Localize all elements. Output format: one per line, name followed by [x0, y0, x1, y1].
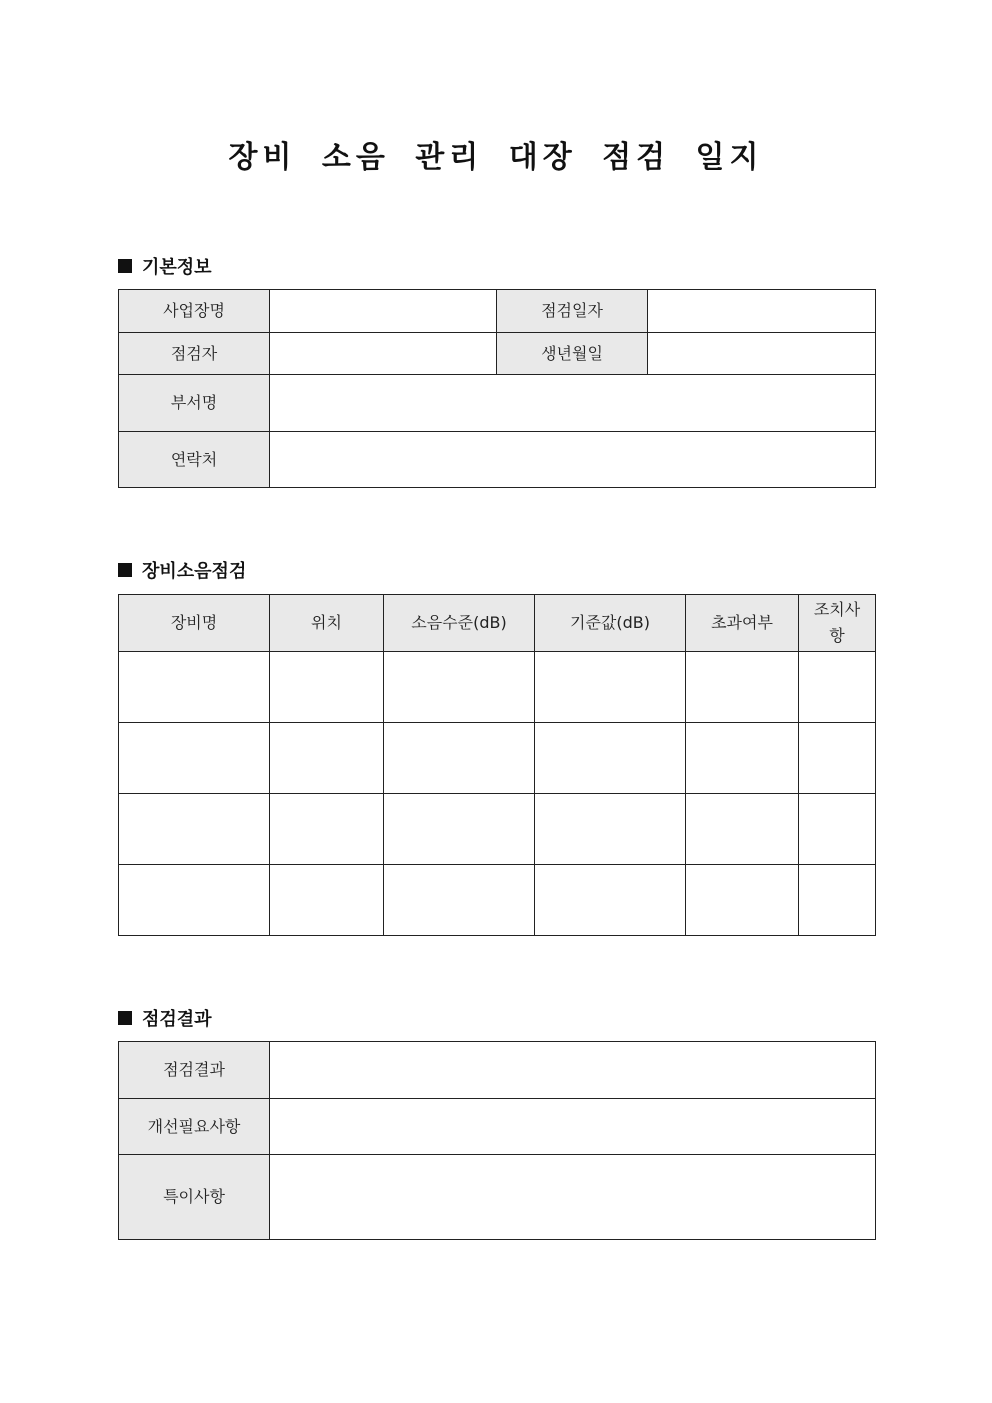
col-header-equipment: 장비명: [119, 595, 270, 652]
exceeded-cell[interactable]: [686, 865, 799, 936]
improvement-field[interactable]: [270, 1099, 876, 1155]
table-row: [119, 333, 876, 375]
department-field[interactable]: [270, 375, 876, 432]
table-row: [119, 794, 876, 865]
table-row: [119, 723, 876, 794]
table-header-row: [119, 595, 876, 652]
location-cell[interactable]: [270, 865, 384, 936]
section-heading-noise-label: 장비소음점검: [142, 561, 247, 582]
col-header-exceeded: 초과여부: [686, 595, 799, 652]
exceeded-cell[interactable]: [686, 723, 799, 794]
col-header-noise-level: 소음수준(dB): [384, 595, 535, 652]
inspection-date-label: 점검일자: [497, 290, 648, 333]
section-heading-noise: [118, 557, 246, 583]
square-bullet-icon: [118, 259, 132, 273]
col-header-location: 위치: [270, 595, 384, 652]
inspection-result-table: [118, 1041, 876, 1240]
section-heading-basic: [118, 253, 212, 279]
col-header-action: [799, 595, 876, 652]
action-cell[interactable]: [799, 794, 876, 865]
location-cell[interactable]: [270, 723, 384, 794]
exceeded-cell[interactable]: [686, 794, 799, 865]
standard-value-cell[interactable]: [535, 794, 686, 865]
site-name-label: 사업장명: [119, 290, 270, 333]
remarks-field[interactable]: [270, 1155, 876, 1240]
table-row: [119, 432, 876, 488]
noise-level-cell[interactable]: [384, 865, 535, 936]
section-heading-basic-label: 기본정보: [142, 257, 212, 278]
table-row: [119, 1042, 876, 1099]
table-row: [119, 1099, 876, 1155]
birth-date-field[interactable]: [648, 333, 876, 375]
table-row: [119, 1155, 876, 1240]
col-header-standard-value: 기준값(dB): [535, 595, 686, 652]
equipment-cell[interactable]: [119, 865, 270, 936]
table-row: [119, 290, 876, 333]
noise-level-cell[interactable]: [384, 723, 535, 794]
remarks-label: 특이사항: [119, 1155, 270, 1240]
inspector-field[interactable]: [270, 333, 497, 375]
col-header-action-label: 조치사항: [813, 600, 861, 645]
action-cell[interactable]: [799, 865, 876, 936]
noise-level-cell[interactable]: [384, 794, 535, 865]
table-row: [119, 865, 876, 936]
table-row: [119, 375, 876, 432]
action-cell[interactable]: [799, 652, 876, 723]
document-title: 장비 소음 관리 대장 점검 일지: [228, 140, 764, 175]
section-heading-result: [118, 1005, 212, 1031]
noise-check-table: [118, 594, 876, 936]
location-cell[interactable]: [270, 794, 384, 865]
table-row: [119, 652, 876, 723]
noise-level-cell[interactable]: [384, 652, 535, 723]
location-cell[interactable]: [270, 652, 384, 723]
action-cell[interactable]: [799, 723, 876, 794]
site-name-field[interactable]: [270, 290, 497, 333]
birth-date-label: 생년월일: [497, 333, 648, 375]
exceeded-cell[interactable]: [686, 652, 799, 723]
standard-value-cell[interactable]: [535, 723, 686, 794]
result-label: 점검결과: [119, 1042, 270, 1099]
equipment-cell[interactable]: [119, 723, 270, 794]
basic-info-table: [118, 289, 876, 488]
equipment-cell[interactable]: [119, 652, 270, 723]
square-bullet-icon: [118, 563, 132, 577]
result-field[interactable]: [270, 1042, 876, 1099]
standard-value-cell[interactable]: [535, 652, 686, 723]
square-bullet-icon: [118, 1011, 132, 1025]
contact-field[interactable]: [270, 432, 876, 488]
inspector-label: 점검자: [119, 333, 270, 375]
department-label: 부서명: [119, 375, 270, 432]
improvement-label: 개선필요사항: [119, 1099, 270, 1155]
section-heading-result-label: 점검결과: [142, 1009, 212, 1030]
contact-label: 연락처: [119, 432, 270, 488]
equipment-cell[interactable]: [119, 794, 270, 865]
inspection-date-field[interactable]: [648, 290, 876, 333]
standard-value-cell[interactable]: [535, 865, 686, 936]
